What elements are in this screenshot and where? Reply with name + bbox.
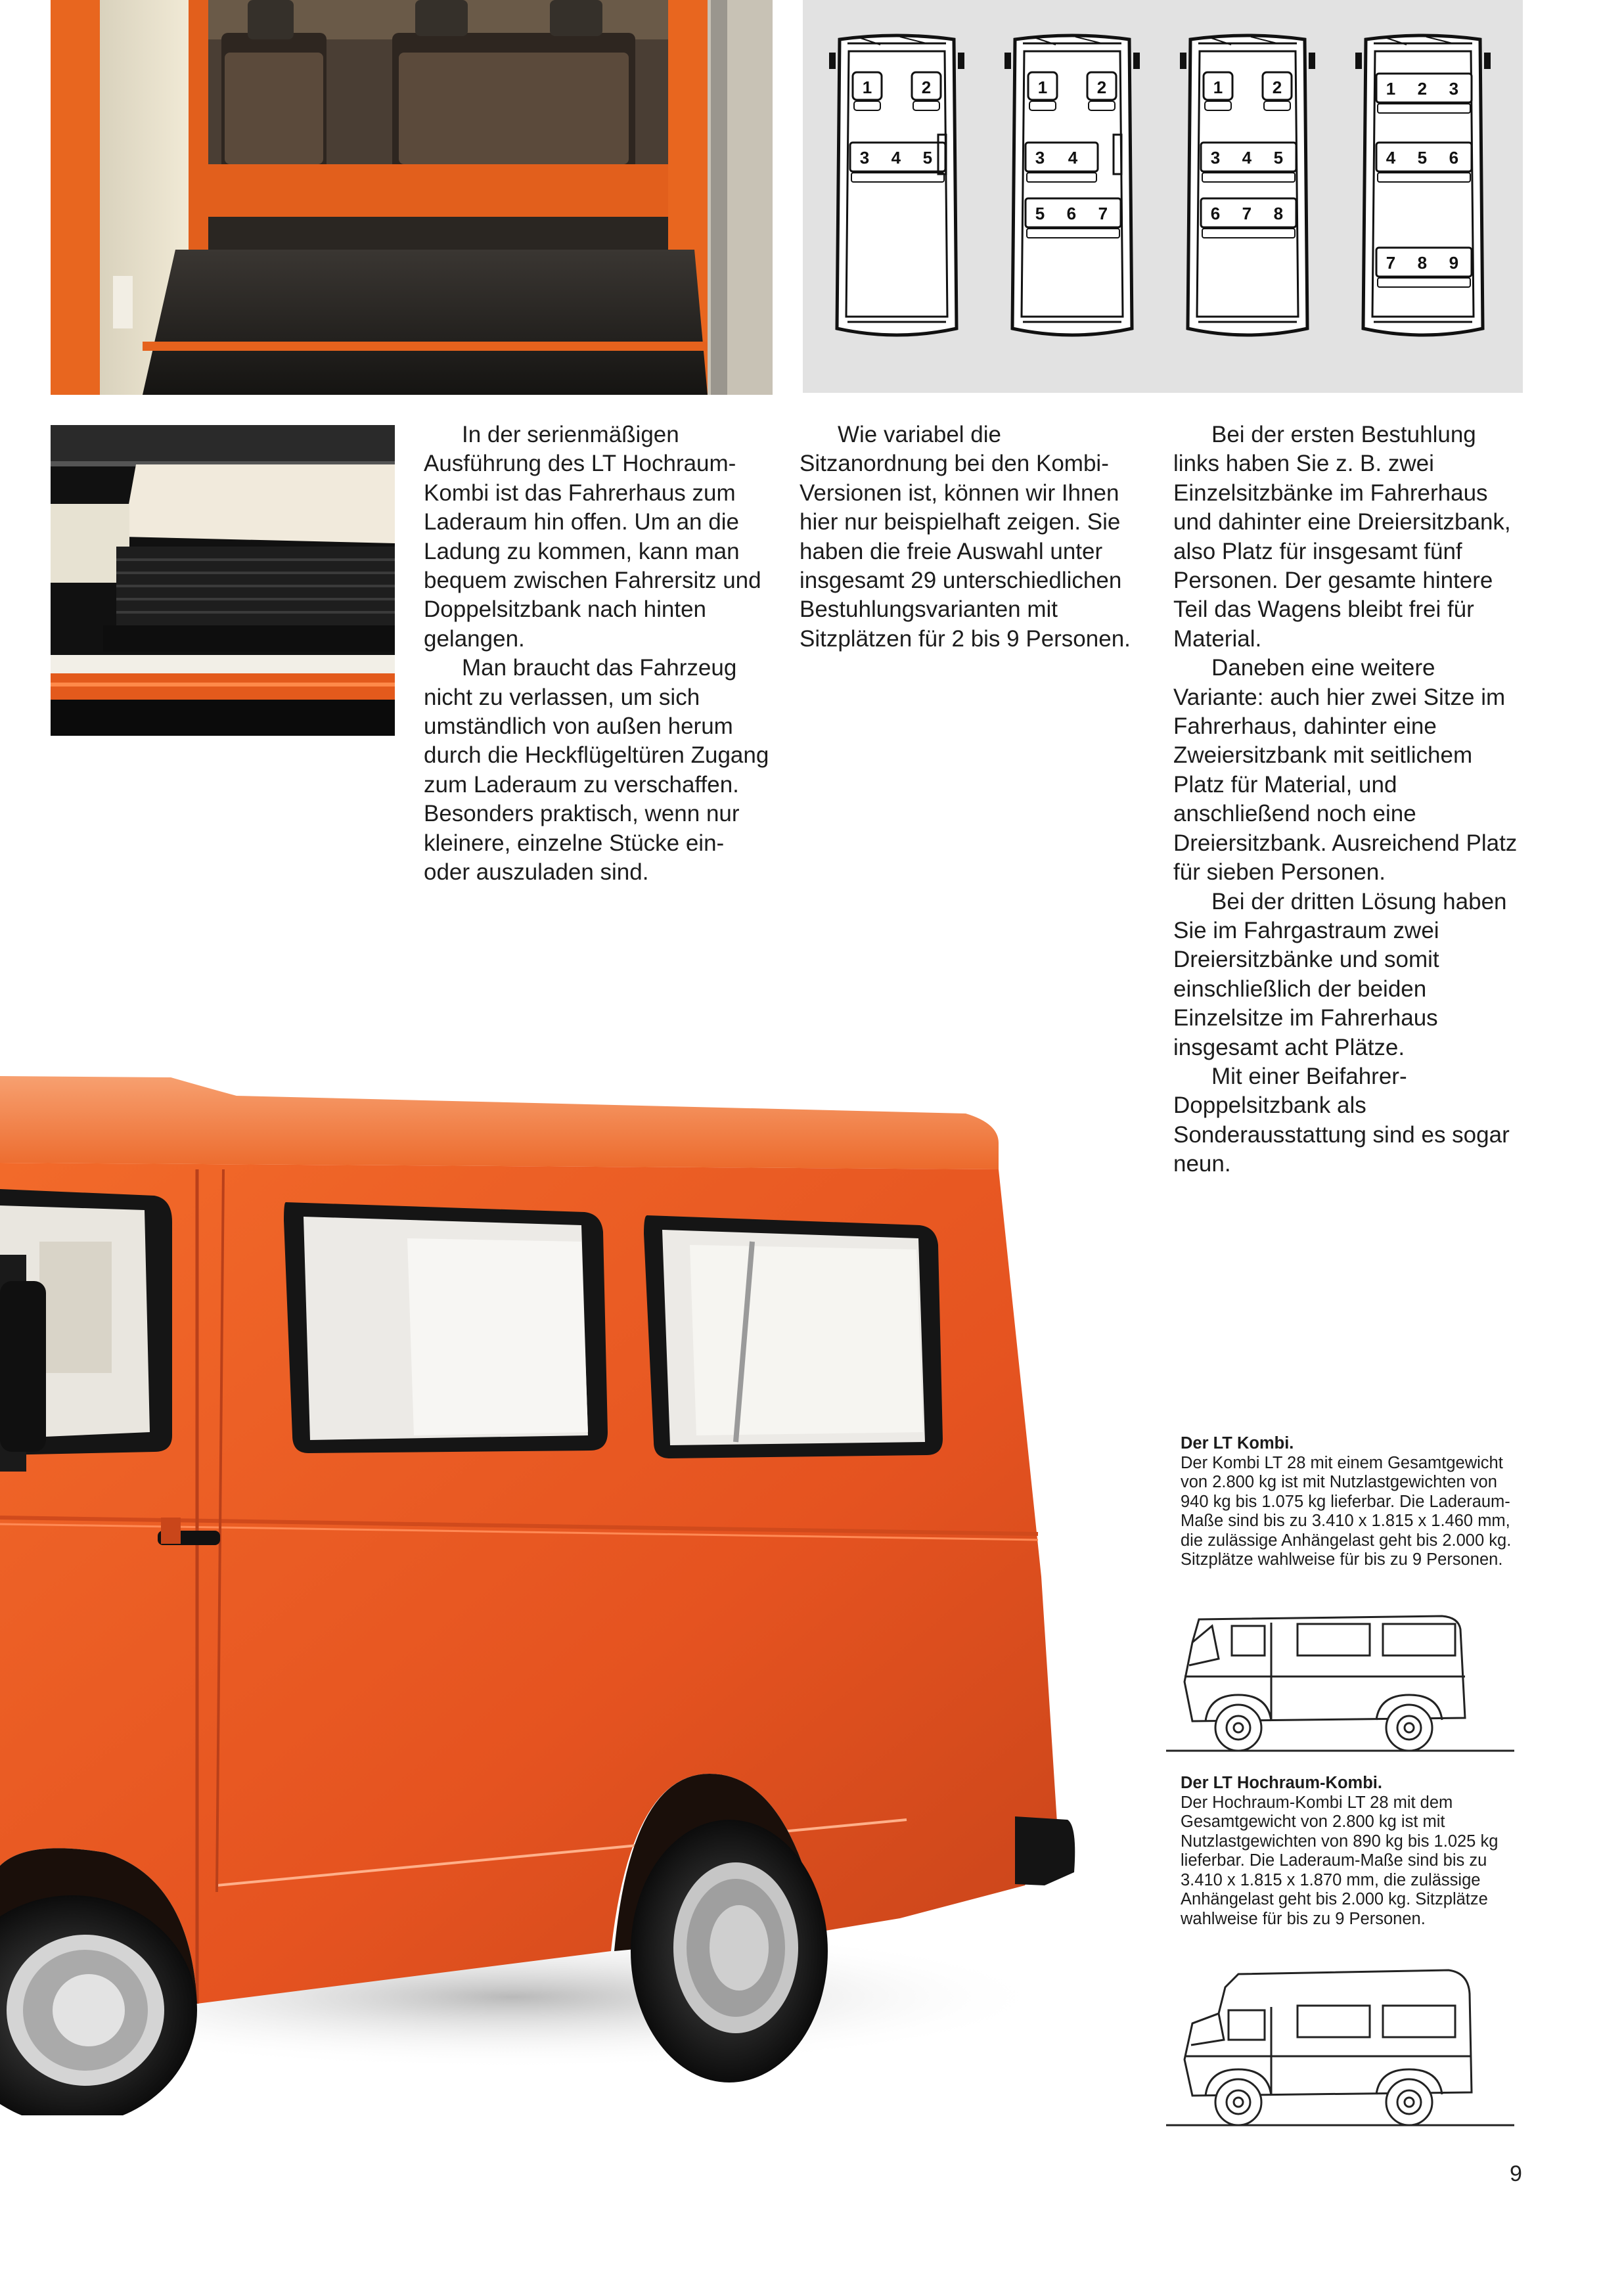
paragraph: Bei der ersten Bestuhlung links haben Sie z. B. zwei Einzelsitzbänke im Fahrerhaus und dahinter eine Dreiersitzbank, also Platz für insgesamt fünf Personen. Der gesamte hintere Teil das Wagens bleibt frei für Material. (1173, 422, 1511, 652)
caption-kombi (1181, 1434, 1529, 1570)
caption-title: Der LT Hochraum-Kombi. (1181, 1774, 1382, 1792)
seat-layout-diagram (1355, 35, 1491, 335)
interior-photo (51, 0, 773, 395)
seat-number: 5 (1035, 204, 1045, 223)
seat-number: 1 (1213, 78, 1223, 97)
paragraph: Daneben eine weitere Variante: auch hier zwei Sitze im Fahrerhaus, dahinter eine Zweiersitzbank mit seitlichem Platz für Material, und anschließend noch eine Dreiersitzbank. Ausreichend Platz für sieben Personen. (1173, 655, 1518, 886)
text-column-1 (424, 420, 772, 888)
seat-number: 3 (1449, 79, 1459, 99)
seat-number: 8 (1417, 253, 1428, 273)
seat-number: 8 (1273, 204, 1284, 223)
seat-number: 2 (1096, 78, 1107, 97)
text-column-2 (800, 420, 1151, 654)
seat-number: 3 (1210, 148, 1221, 168)
seat-number: 1 (1386, 79, 1396, 99)
seat-number: 4 (891, 148, 901, 168)
seat-number: 5 (1273, 148, 1284, 168)
caption-text: Der Hochraum-Kombi LT 28 mit dem Gesamtgewicht von 2.800 kg ist mit Nutzlastgewichten von 890 kg bis 1.025 kg lieferbar. Die Laderaum-Maße sind bis zu 3.410 x 1.815 x 1.870 mm, die zulässige Anhängelast geht bis 2.000 kg. Sitzplätze wahlweise für bis zu 9 Personen. (1181, 1793, 1499, 1928)
page-number: 9 (1510, 2161, 1522, 2186)
orange-van-photo (0, 1064, 1104, 2115)
seat-number: 7 (1242, 204, 1252, 223)
paragraph: Wie variabel die Sitzanordnung bei den Kombi-Versionen ist, können wir Ihnen hier nur beispielhaft zeigen. Sie haben die freie Auswahl unter insgesamt 29 unterschiedlichen Bestuhlungsvarianten mit Sitzplätzen für 2 bis 9 Personen. (800, 422, 1131, 652)
paragraph: In der serienmäßigen Ausführung des LT Hochraum-Kombi ist das Fahrerhaus zum Laderaum hin offen. Um an die Ladung zu kommen, kann man bequem zwischen Fahrersitz und Doppelsitzbank nach hinten gelangen. (424, 422, 761, 652)
seat-number: 3 (1035, 148, 1045, 168)
seat-number: 6 (1210, 204, 1221, 223)
floor-detail-photo (51, 425, 395, 736)
seat-number: 5 (1417, 148, 1428, 168)
seat-layout-panel (803, 0, 1523, 393)
seat-number: 7 (1098, 204, 1108, 223)
seat-layout-diagram (829, 35, 964, 335)
caption-title: Der LT Kombi. (1181, 1434, 1294, 1452)
seat-number: 5 (922, 148, 933, 168)
seat-number: 6 (1449, 148, 1459, 168)
caption-hochraum (1181, 1774, 1529, 1929)
caption-text: Der Kombi LT 28 mit einem Gesamtgewicht von 2.800 kg ist mit Nutzlastgewichten von 940 kg bis 1.075 kg lieferbar. Die Laderaum-Maße sind bis zu 3.410 x 1.815 x 1.460 mm, die zulässige Anhängelast geht bis 2.000 kg. Sitzplätze wahlweise für bis zu 9 Personen. (1181, 1453, 1512, 1569)
seat-number: 6 (1066, 204, 1077, 223)
paragraph: Man braucht das Fahrzeug nicht zu verlassen, um sich umständlich von außen herum durch die Heckflügeltüren Zugang zum Laderaum zu verschaffen. Besonders praktisch, wenn nur kleinere, einzelne Stücke ein- oder auszuladen sind. (424, 655, 769, 886)
seat-number: 3 (859, 148, 870, 168)
seat-number: 1 (862, 78, 872, 97)
seat-layout-diagram (1004, 35, 1140, 335)
kombi-line-drawing (1166, 1603, 1514, 1754)
seat-number: 2 (1272, 78, 1282, 97)
seat-number: 4 (1242, 148, 1252, 168)
seat-number: 4 (1386, 148, 1396, 168)
hochraum-line-drawing (1166, 1961, 1514, 2132)
seat-number: 7 (1386, 253, 1396, 273)
text-column-3 (1173, 420, 1525, 1179)
paragraph: Bei der dritten Lösung haben Sie im Fahrgastraum zwei Dreiersitzbänke und somit einschließlich der beiden Einzelsitze im Fahrerhaus insgesamt acht Plätze. (1173, 888, 1507, 1060)
paragraph: Mit einer Beifahrer-Doppelsitzbank als Sonderausstattung sind es sogar neun. (1173, 1063, 1510, 1177)
seat-number: 1 (1037, 78, 1048, 97)
seat-layout-diagram (1180, 35, 1315, 335)
seat-number: 2 (1417, 79, 1428, 99)
seat-number: 9 (1449, 253, 1459, 273)
seat-number: 2 (921, 78, 932, 97)
seat-number: 4 (1068, 148, 1078, 168)
